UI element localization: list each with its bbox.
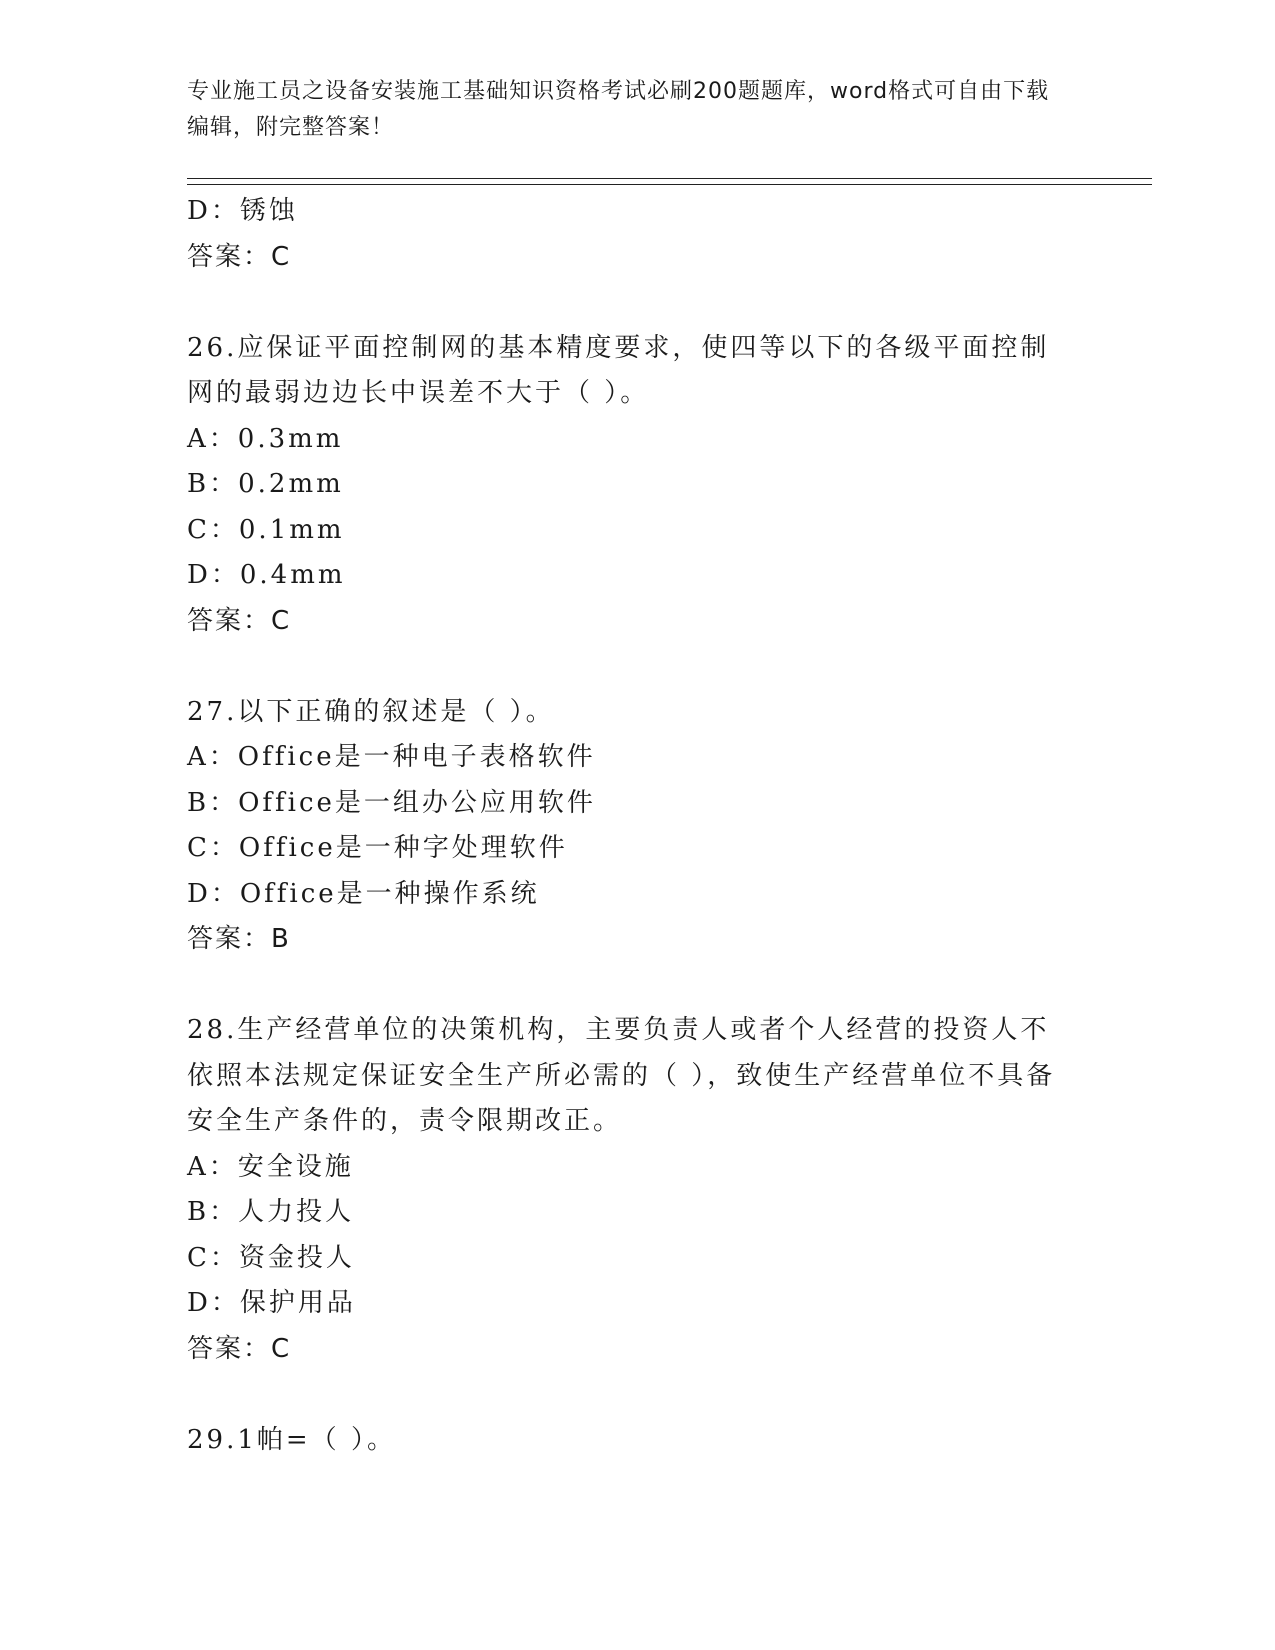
question-27-option-a: A：Office是一种电子表格软件 xyxy=(187,742,596,772)
question-27-option-b: B：Office是一组办公应用软件 xyxy=(187,787,596,818)
question-28-stem: 28.生产经营单位的决策机构，主要负责人或者个人经营的投资人不依照本法规定保证安全生产所必需的（ ），致使生产经营单位不具备安全生产条件的，责令限期改正。 xyxy=(187,1015,1056,1136)
question-26-option-c: C：0.1mm xyxy=(187,514,345,545)
question-26-stem: 26.应保证平面控制网的基本精度要求，使四等以下的各级平面控制网的最弱边边长中误差不大于（ ）。 xyxy=(187,332,1050,408)
option-d: D：锈蚀 xyxy=(187,196,298,226)
question-28-option-b: B：人力投人 xyxy=(187,1197,355,1227)
question-27-stem: 27.以下正确的叙述是（ ）。 xyxy=(187,696,555,727)
question-28-option-a: A：安全设施 xyxy=(187,1151,354,1182)
question-26-option-a: A：0.3mm xyxy=(187,423,344,454)
question-27-answer: 答案：B xyxy=(187,924,291,954)
question-26-option-b: B：0.2mm xyxy=(187,469,344,499)
question-27-option-d: D：Office是一种操作系统 xyxy=(187,878,540,909)
document-header xyxy=(187,74,1067,146)
header-title: 专业施工员之设备安装施工基础知识资格考试必刷200题题库，word格式可自由下载编辑，附完整答案！ xyxy=(187,79,1050,140)
question-26-option-d: D：0.4mm xyxy=(187,560,346,590)
spacer xyxy=(187,644,1087,690)
spacer xyxy=(187,280,1087,326)
answer-line: 答案：C xyxy=(187,241,292,272)
question-28-option-d: D：保护用品 xyxy=(187,1288,356,1318)
header-divider-bottom xyxy=(187,184,1152,185)
question-28-option-c: C：资金投人 xyxy=(187,1242,355,1273)
spacer xyxy=(187,963,1087,1009)
question-28-answer: 答案：C xyxy=(187,1333,292,1364)
header-divider-top xyxy=(187,178,1152,179)
question-content xyxy=(187,189,1087,1463)
question-27-option-c: C：Office是一种字处理软件 xyxy=(187,833,568,863)
question-29-stem: 29.1帕=（ ）。 xyxy=(187,1424,396,1455)
question-26-answer: 答案：C xyxy=(187,605,292,636)
spacer xyxy=(187,1372,1087,1418)
